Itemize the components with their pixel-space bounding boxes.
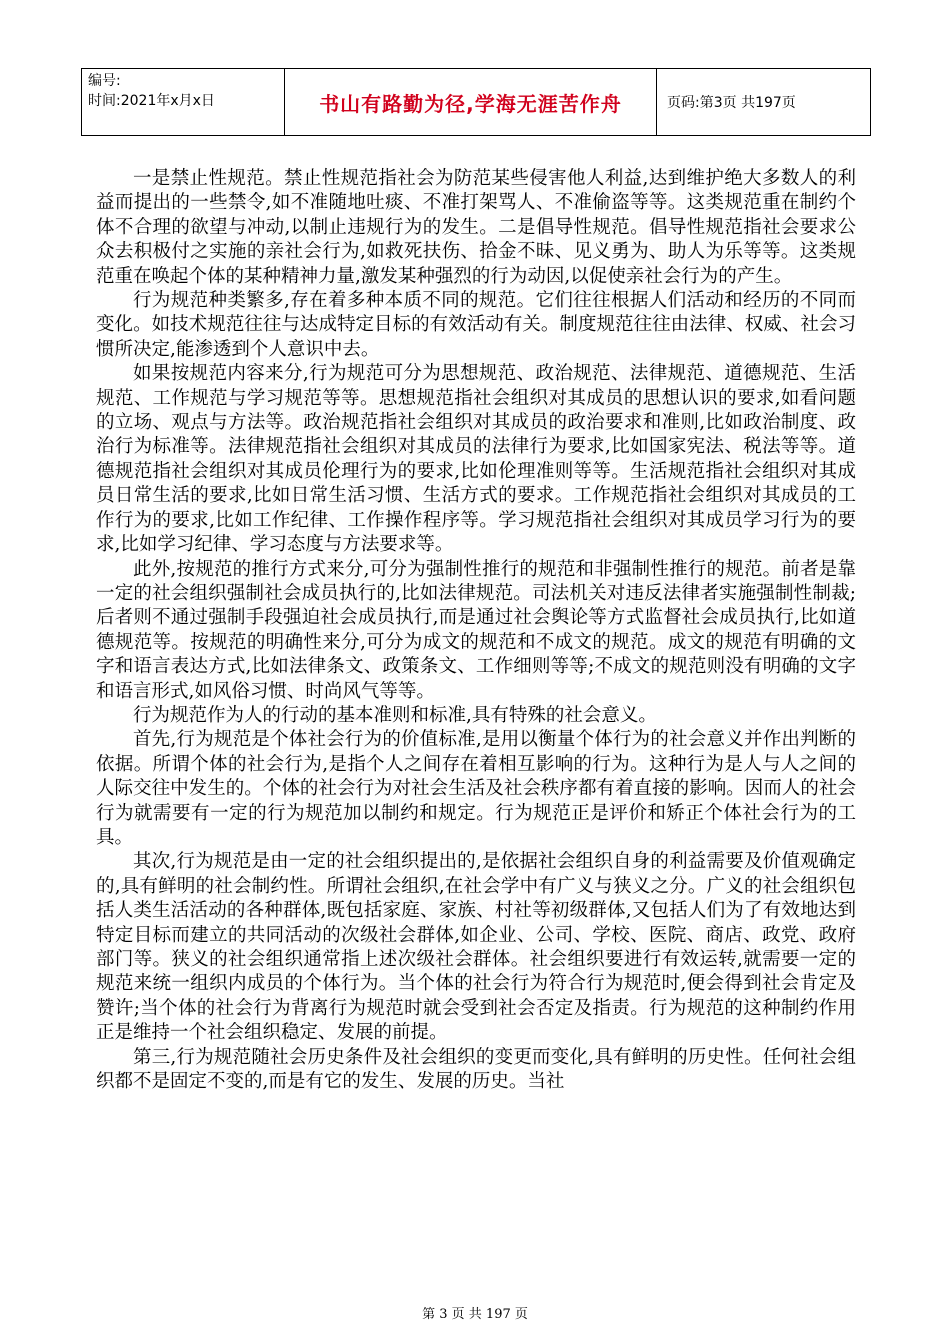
header-motto: 书山有路勤为径,学海无涯苦作舟: [319, 91, 622, 116]
paragraph: 行为规范作为人的行动的基本准则和标准,具有特殊的社会意义。: [133, 704, 657, 726]
paragraph: 首先,行为规范是个体社会行为的价值标准,是用以衡量个体行为的社会意义并作出判断的依据。所谓个体的社会行为,是指个人之间存在着相互影响的行为。这种行为是人与人之间的人际交往中发生的。个体的社会行为对社会生活及社会秩序都有着直接的影响。因而人的社会行为就需要有一定的行为规范加以制约和规定。行为规范正是评价和矫正个体社会行为的工具。: [96, 729, 856, 848]
paragraph: 如果按规范内容来分,行为规范可分为思想规范、政治规范、法律规范、道德规范、生活规范、工作规范与学习规范等等。思想规范指社会组织对其成员的思想认识的要求,如看问题的立场、观点与方法等。政治规范指社会组织对其成员的政治要求和准则,比如政治制度、政治行为标准等。法律规范指社会组织对其成员的法律行为要求,比如国家宪法、税法等等。道德规范指社会组织对其成员伦理行为的要求,比如伦理准则等等。生活规范指社会组织对其成员日常生活的要求,比如日常生活习惯、生活方式的要求。工作规范指社会组织对其成员的工作行为的要求,比如工作纪律、工作操作程序等。学习规范指社会组织对其成员学习行为的要求,比如学习纪律、学习态度与方法要求等。: [96, 363, 856, 556]
document-body: [96, 167, 856, 1094]
paragraph: 此外,按规范的推行方式来分,可分为强制性推行的规范和非强制性推行的规范。前者是靠一定的社会组织强制社会成员执行的,比如法律规范。司法机关对违反法律者实施强制性制裁;后者则不通过强制手段强迫社会成员执行,而是通过社会舆论等方式监督社会成员执行,比如道德规范等。按规范的明确性来分,可分为成文的规范和不成文的规范。成文的规范有明确的文字和语言表达方式,比如法律条文、政策条文、工作细则等等;不成文的规范则没有明确的文字和语言形式,如风俗习惯、时尚风气等等。: [96, 558, 856, 702]
document-time-label: 时间:2021年x月x日: [88, 93, 215, 109]
page-footer: [0, 1303, 950, 1322]
page-header: [81, 68, 871, 136]
paragraph: 行为规范种类繁多,存在着多种本质不同的规范。它们往往根据人们活动和经历的不同而变化。如技术规范往往与达成特定目标的有效活动有关。制度规范往往由法律、权威、社会习惯所决定,能渗透到个人意识中去。: [96, 290, 856, 360]
paragraph: 一是禁止性规范。禁止性规范指社会为防范某些侵害他人利益,达到维护绝大多数人的利益而提出的一些禁令,如不准随地吐痰、不准打架骂人、不准偷盗等等。这类规范重在制约个体不合理的欲望与冲动,以制止违规行为的发生。二是倡导性规范。倡导性规范指社会要求公众去积极付之实施的亲社会行为,如救死扶伤、拾金不昧、见义勇为、助人为乐等等。这类规范重在唤起个体的某种精神力量,激发某种强烈的行为动因,以促使亲社会行为的产生。: [96, 168, 856, 287]
header-page-cell: [657, 69, 870, 135]
header-motto-cell: [285, 69, 657, 135]
footer-page-number: 第 3 页 共 197 页: [422, 1307, 528, 1322]
header-page-info: 页码:第3页 共197页: [667, 95, 796, 111]
document-number-label: 编号:: [88, 73, 121, 89]
paragraph: 第三,行为规范随社会历史条件及社会组织的变更而变化,具有鲜明的历史性。任何社会组织都不是固定不变的,而是有它的发生、发展的历史。当社: [96, 1046, 856, 1093]
header-meta: [82, 69, 285, 135]
paragraph: 其次,行为规范是由一定的社会组织提出的,是依据社会组织自身的利益需要及价值观确定的,具有鲜明的社会制约性。所谓社会组织,在社会学中有广义与狭义之分。广义的社会组织包括人类生活活动的各种群体,既包括家庭、家族、村社等初级群体,又包括人们为了有效地达到特定目标而建立的共同活动的次级社会群体,如企业、公司、学校、医院、商店、政党、政府部门等。狭义的社会组织通常指上述次级社会群体。社会组织要进行有效运转,就需要一定的规范来统一组织内成员的个体行为。当个体的社会行为符合行为规范时,便会得到社会肯定及赞许;当个体的社会行为背离行为规范时就会受到社会否定及指责。行为规范的这种制约作用正是维持一个社会组织稳定、发展的前提。: [96, 851, 856, 1044]
